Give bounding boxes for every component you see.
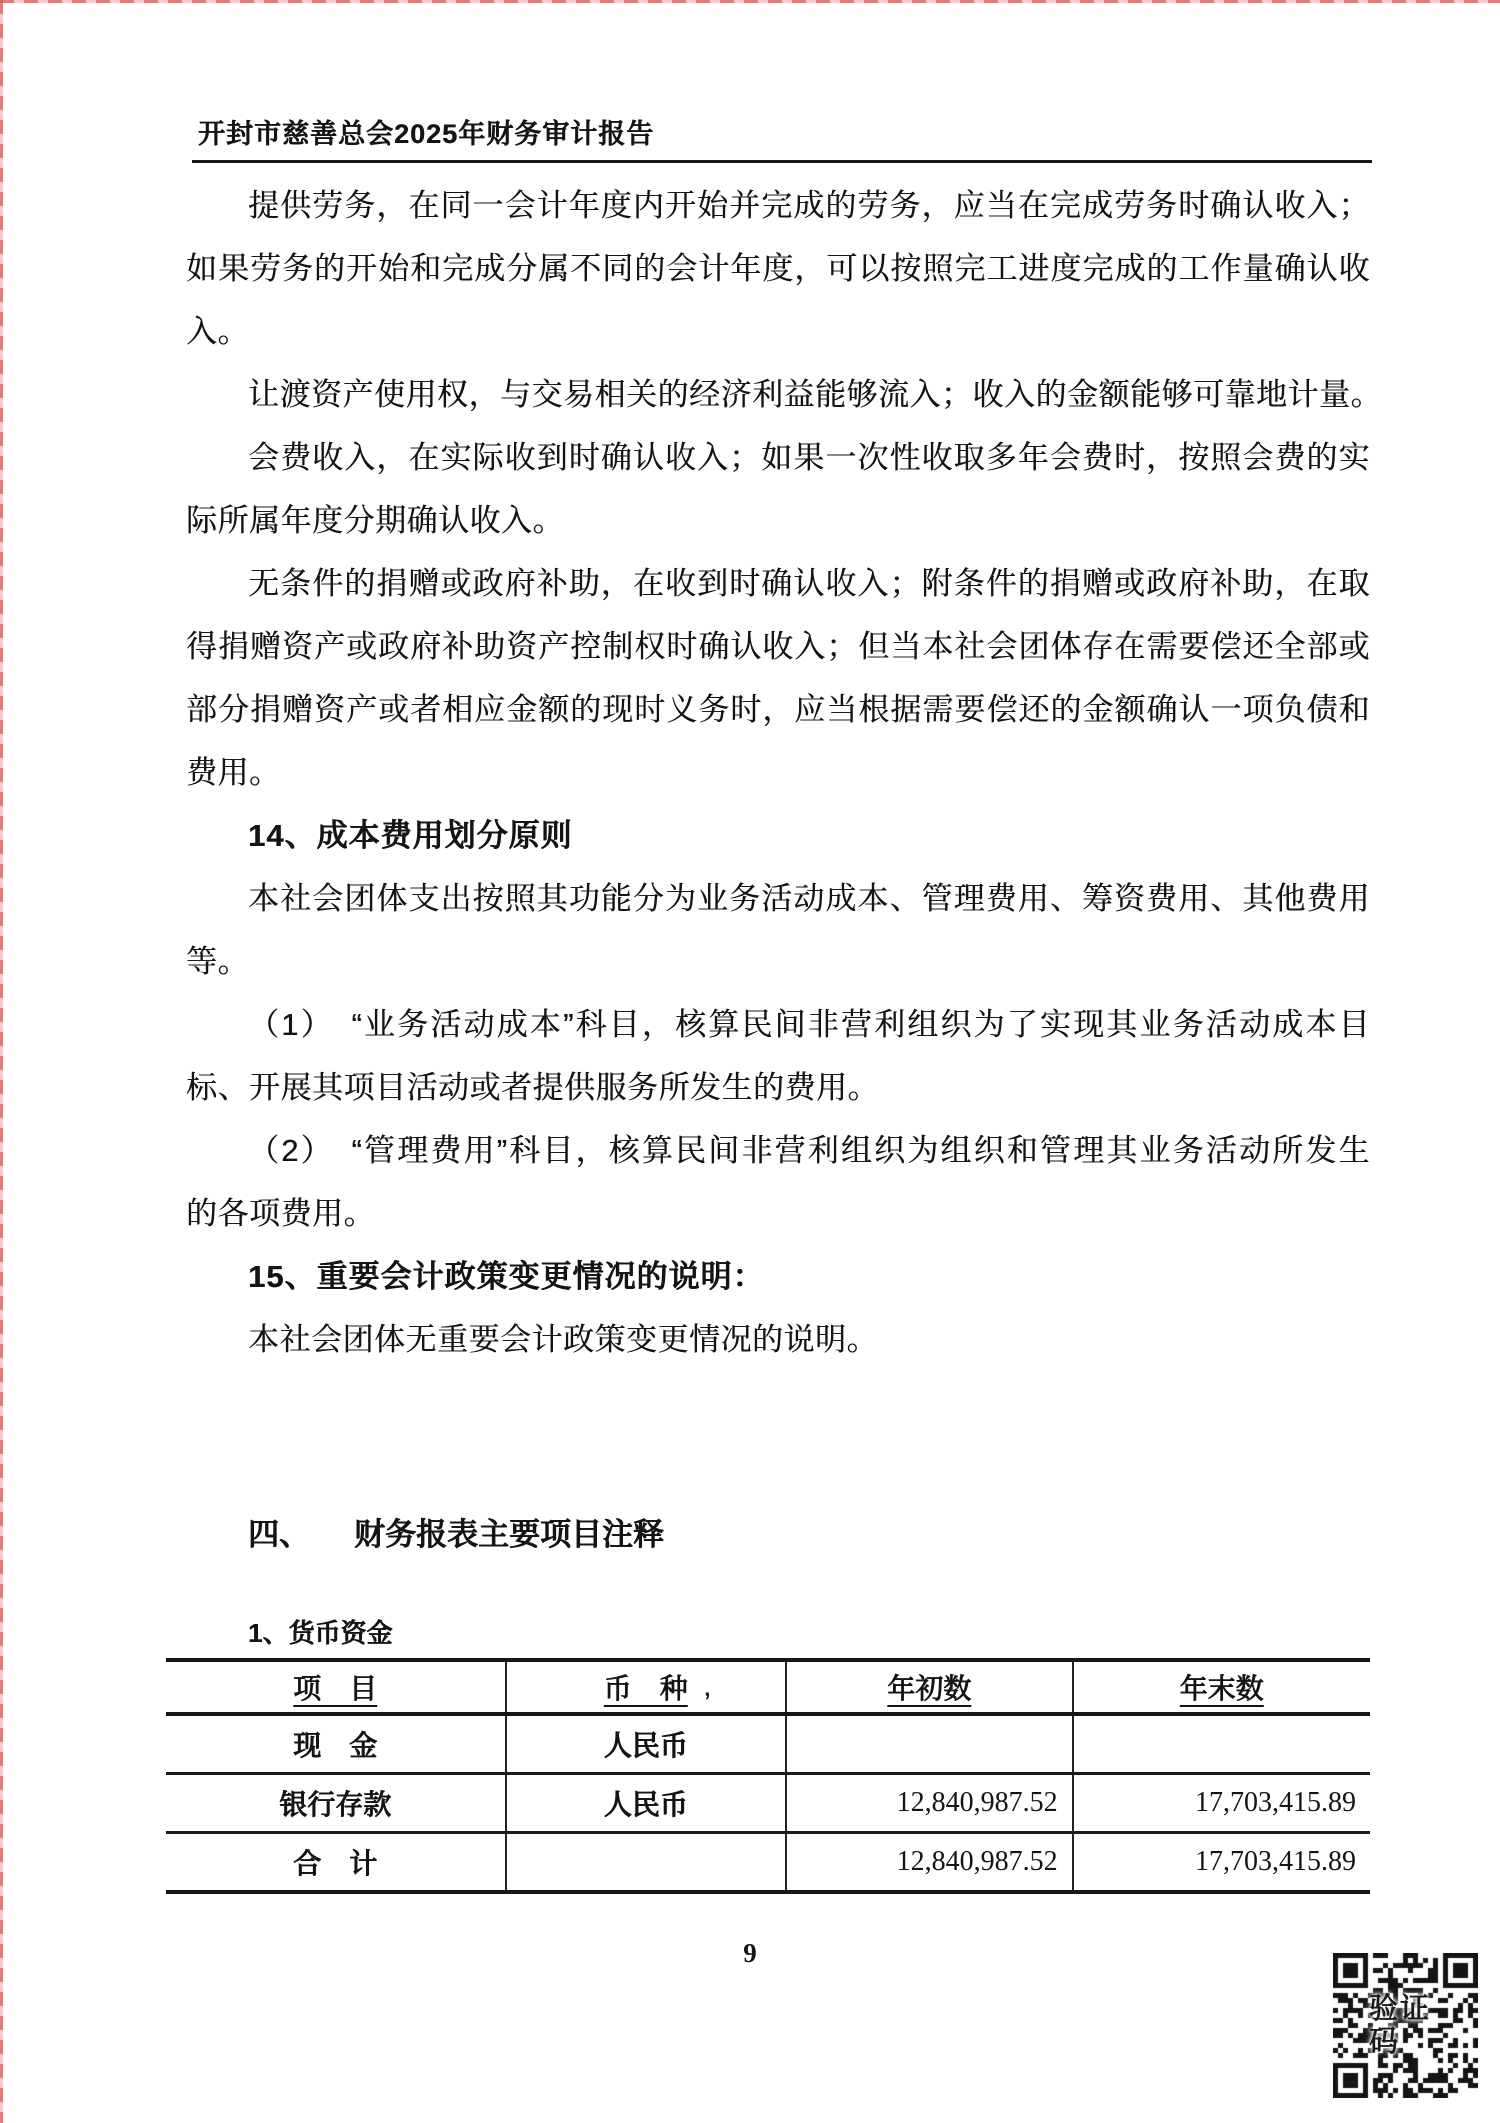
text-line: 入。 — [186, 314, 249, 349]
cell-end-value: 17,703,415.89 — [1073, 1774, 1370, 1833]
cell-currency: 人民币 — [506, 1774, 787, 1833]
scan-speck: ’ — [704, 1688, 711, 1715]
col-header-begin-of-year: 年初数 — [786, 1660, 1073, 1714]
body-text — [186, 174, 1382, 1371]
scan-artifact-left-edge — [0, 0, 3, 2123]
text-line: 提供劳务，在同一会计年度内开始并完成的劳务，应当在完成劳务时确认收入； — [248, 188, 1370, 223]
text-line: 14、成本费用划分原则 — [248, 818, 573, 853]
cell-item: 现 金 — [166, 1714, 506, 1774]
page-header — [192, 112, 1372, 163]
text-line: 部分捐赠资产或者相应金额的现时义务时，应当根据需要偿还的金额确认一项负债和 — [186, 692, 1370, 727]
report-title: 开封市慈善总会2025年财务审计报告 — [198, 119, 655, 149]
text-line: 费用。 — [186, 755, 281, 790]
cell-begin-value — [786, 1714, 1073, 1774]
text-line: 本社会团体无重要会计政策变更情况的说明。 — [248, 1322, 878, 1357]
text-line: （1） “业务活动成本”科目，核算民间非营利组织为了实现其业务活动成本目 — [248, 1007, 1370, 1042]
cell-begin-value: 12,840,987.52 — [786, 1774, 1073, 1833]
header-rule — [192, 160, 1372, 163]
cell-currency: 人民币 — [506, 1714, 787, 1774]
text-line: 等。 — [186, 944, 249, 979]
table-row — [166, 1714, 1370, 1774]
cell-end-value: 17,703,415.89 — [1195, 1846, 1356, 1877]
section-numeral: 四、 — [248, 1517, 310, 1552]
section-heading — [186, 1503, 1370, 1566]
col-header-end-of-year: 年末数 — [1073, 1660, 1370, 1714]
text-line: 如果劳务的开始和完成分属不同的会计年度，可以按照完工进度完成的工作量确认收 — [186, 251, 1370, 286]
text-line: 无条件的捐赠或政府补助，在收到时确认收入；附条件的捐赠或政府补助，在取 — [248, 566, 1370, 601]
table-header-row — [166, 1660, 1370, 1714]
cell-item: 银行存款 — [166, 1774, 506, 1833]
scan-artifact-top-edge — [0, 0, 1500, 3]
text-line: 的各项费用。 — [186, 1196, 375, 1231]
qr-label: 验证码 — [1369, 1993, 1432, 2059]
cell-begin-value: 12,840,987.52 — [786, 1833, 1073, 1893]
page-number: 9 — [743, 1938, 757, 1968]
text-line: （2） “管理费用”科目，核算民间非营利组织为组织和管理其业务活动所发生 — [248, 1133, 1370, 1168]
text-line: 本社会团体支出按照其功能分为业务活动成本、管理费用、筹资费用、其他费用 — [248, 881, 1370, 916]
text-line: 得捐赠资产或政府补助资产控制权时确认收入；但当本社会团体存在需要偿还全部或 — [186, 629, 1370, 664]
col-header-item: 项 目 — [166, 1660, 506, 1714]
text-line: 标、开展其项目活动或者提供服务所发生的费用。 — [186, 1070, 879, 1105]
cell-item: 合 计 — [166, 1833, 506, 1893]
subsection-heading: 1、货币资金 — [248, 1618, 393, 1648]
section-title: 财务报表主要项目注释 — [354, 1517, 664, 1552]
table-row — [166, 1774, 1370, 1833]
currency-funds-table — [166, 1658, 1370, 1894]
text-line: 会费收入，在实际收到时确认收入；如果一次性收取多年会费时，按照会费的实 — [248, 440, 1370, 475]
text-line: 让渡资产使用权，与交易相关的经济利益能够流入；收入的金额能够可靠地计量。 — [248, 377, 1382, 412]
col-header-currency: 币 种 — [506, 1660, 787, 1714]
cell-currency — [506, 1833, 787, 1893]
cell-end-value — [1073, 1714, 1370, 1774]
qr-code — [1333, 1953, 1478, 2098]
text-line: 际所属年度分期确认收入。 — [186, 503, 564, 538]
text-line: 15、重要会计政策变更情况的说明： — [248, 1259, 765, 1294]
table-row — [166, 1833, 1370, 1893]
document-content — [186, 174, 1382, 1894]
